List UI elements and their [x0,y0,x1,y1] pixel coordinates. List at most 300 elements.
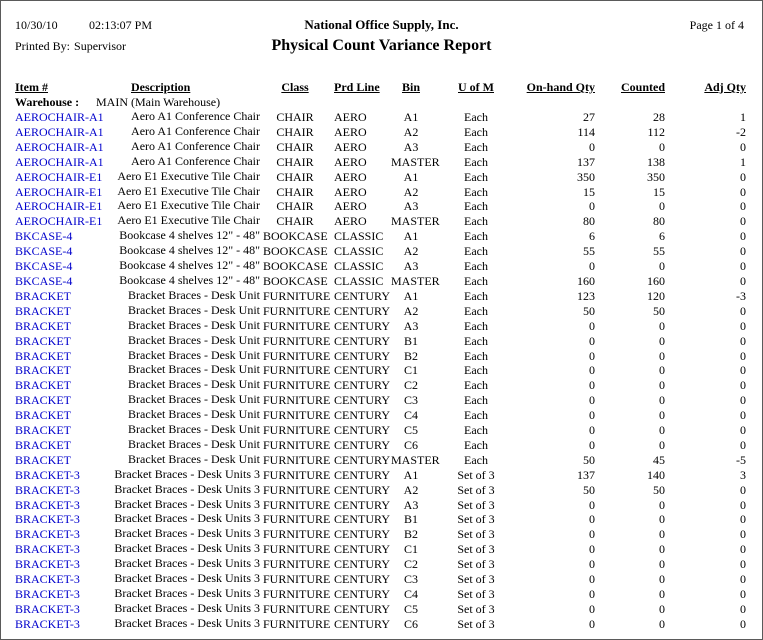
company-name: National Office Supply, Inc. [304,17,459,32]
unit-of-measure-cell: Each [464,214,488,229]
description-cell [114,526,263,542]
counted-qty-cell: 15 [653,184,665,199]
on-hand-qty-cell: 123 [577,288,595,303]
adj-qty-cell: 1 [740,154,746,169]
table-row [11,498,748,513]
description-text: Bookcase 4 shelves 12" - 48" [119,228,260,243]
table-row [11,423,748,438]
table-row [11,393,748,408]
prd-line-cell: CENTURY [334,467,391,482]
item-number-cell[interactable]: BRACKET-3 [15,572,80,587]
item-number-cell[interactable]: BRACKET [15,393,72,408]
adj-qty-cell: 0 [740,333,746,348]
bin-cell: C4 [403,408,418,423]
adj-qty-cell: 0 [740,542,746,557]
description-cell [114,481,263,498]
adj-qty-cell: 0 [740,214,746,229]
bin-cell: C6 [403,616,418,631]
on-hand-qty-cell: 6 [589,229,595,244]
description-text: Bookcase 4 shelves 12" - 48" [119,243,260,258]
prd-line-cell: CENTURY [334,333,391,348]
description-cell [123,289,263,304]
table-row [11,542,748,557]
col-header-adj-qty: Adj Qty [704,80,746,94]
page-number: Page 1 of 4 [689,18,744,32]
description-text: Aero E1 Executive Tile Chair [117,183,260,198]
description-text: Bracket Braces - Desk Units 3 [114,541,260,556]
table-row [11,408,748,423]
table-row [11,244,748,259]
table-row [11,319,748,334]
prd-line-cell: CENTURY [334,542,391,557]
adj-qty-cell: 0 [740,601,746,616]
unit-of-measure-cell: Each [464,333,488,348]
col-header-counted: Counted [620,80,665,94]
adj-qty-cell: 0 [740,616,746,631]
prd-line-cell: CLASSIC [334,259,384,274]
on-hand-qty-cell: 0 [589,557,595,572]
on-hand-qty-cell: 0 [589,616,595,631]
prd-line-cell: CENTURY [334,512,391,527]
counted-qty-cell: 55 [653,244,665,259]
prd-line-cell: CENTURY [334,423,391,438]
on-hand-qty-cell: 80 [583,214,595,229]
variance-table [11,79,748,632]
prd-line-cell: CENTURY [334,378,391,393]
adj-qty-cell: 0 [740,139,746,154]
bin-cell: A1 [403,110,419,124]
printed-by-value: Supervisor [74,39,127,53]
prd-line-cell: CENTURY [334,527,391,542]
description-cell [123,110,263,125]
on-hand-qty-cell: 0 [589,363,595,378]
counted-qty-cell: 0 [659,512,665,527]
item-number-cell[interactable]: BRACKET-3 [15,497,80,512]
unit-of-measure-cell: Set of 3 [457,616,495,631]
adj-qty-cell: 0 [740,497,746,512]
item-number-cell[interactable]: BRACKET-3 [15,482,80,497]
item-number-cell[interactable]: AEROCHAIR-E1 [15,214,103,229]
table-row [11,557,748,572]
table-row [11,289,748,304]
adj-qty-cell: 0 [740,318,746,333]
class-cell: BOOKCASE [263,244,328,259]
on-hand-qty-cell: 0 [589,393,595,408]
counted-qty-cell: 112 [647,124,665,139]
item-number-cell[interactable]: BRACKET [15,423,72,438]
counted-qty-cell: 6 [659,229,665,244]
class-cell: FURNITURE [263,542,331,557]
counted-qty-cell: 0 [659,527,665,542]
bin-cell: A3 [403,259,419,274]
on-hand-qty-cell: 50 [583,452,595,467]
class-cell: FURNITURE [263,527,331,542]
item-number-cell[interactable]: AEROCHAIR-A1 [15,124,104,139]
adj-qty-cell: 0 [740,259,746,274]
table-row [11,378,748,393]
counted-qty-cell: 0 [659,601,665,616]
table-row [11,304,748,319]
item-number-cell[interactable]: BRACKET [15,378,72,393]
bin-cell: A1 [403,288,419,303]
table-row [11,199,748,214]
col-header-prd-line: Prd Line [334,80,380,94]
unit-of-measure-cell: Set of 3 [457,542,495,557]
description-text: Bracket Braces - Desk Units 3 [114,571,260,586]
prd-line-cell: AERO [334,154,367,169]
prd-line-cell: CENTURY [334,318,391,333]
adj-qty-cell: 0 [740,527,746,542]
item-number-cell[interactable]: BKCASE-4 [15,259,73,274]
prd-line-cell: CLASSIC [334,244,384,259]
item-number-cell[interactable]: BRACKET [15,437,72,452]
class-cell: FURNITURE [263,378,331,393]
item-number-cell[interactable]: BRACKET [15,363,72,378]
on-hand-qty-cell: 55 [583,244,595,259]
item-number-cell[interactable]: BKCASE-4 [15,229,73,244]
col-header-description: Description [131,80,191,94]
adj-qty-cell: 0 [740,184,746,199]
unit-of-measure-cell: Each [464,348,488,363]
unit-of-measure-cell: Set of 3 [457,572,495,587]
unit-of-measure-cell: Set of 3 [457,587,495,601]
item-number-cell[interactable]: BRACKET [15,288,72,303]
class-cell: CHAIR [276,154,314,169]
unit-of-measure-cell: Each [464,273,488,288]
adj-qty-cell: 0 [740,393,746,408]
description-text: Aero A1 Conference Chair [131,123,260,138]
counted-qty-cell: 120 [647,288,665,303]
counted-qty-cell: 160 [647,273,665,288]
unit-of-measure-cell: Set of 3 [457,557,495,572]
on-hand-qty-cell: 0 [589,601,595,616]
class-cell: FURNITURE [263,467,331,482]
adj-qty-cell: 0 [740,348,746,363]
class-cell: FURNITURE [263,333,331,348]
prd-line-cell: CENTURY [334,288,391,303]
adj-qty-cell: 0 [740,572,746,587]
bin-cell: MASTER [391,154,440,169]
bin-cell: C1 [403,363,418,378]
col-header-item-number: Item # [15,80,48,94]
unit-of-measure-cell: Each [464,318,488,333]
counted-qty-cell: 140 [647,467,665,482]
description-text: Bracket Braces - Desk Unit [128,317,260,332]
on-hand-qty-cell: 0 [589,333,595,348]
warehouse-row [11,95,748,110]
prd-line-cell: AERO [334,184,367,199]
on-hand-qty-cell: 137 [577,154,595,169]
counted-qty-cell: 138 [647,154,665,169]
unit-of-measure-cell: Each [464,259,488,274]
description-text: Bookcase 4 shelves 12" - 48" [119,272,260,287]
counted-qty-cell: 350 [647,169,665,184]
description-cell [123,453,263,468]
prd-line-cell: CENTURY [334,572,391,587]
class-cell: FURNITURE [263,512,331,527]
adj-qty-cell: 1 [740,110,746,124]
unit-of-measure-cell: Each [464,423,488,438]
counted-qty-cell: 0 [659,199,665,214]
prd-line-cell: CENTURY [334,482,391,497]
item-number-cell[interactable]: BRACKET-3 [15,467,80,482]
bin-cell: C1 [403,542,418,557]
counted-qty-cell: 0 [659,259,665,274]
unit-of-measure-cell: Set of 3 [457,482,495,497]
on-hand-qty-cell: 0 [589,408,595,423]
counted-qty-cell: 0 [659,393,665,408]
item-number-cell[interactable]: BKCASE-4 [15,244,73,259]
description-cell [123,125,263,140]
unit-of-measure-cell: Each [464,288,488,303]
description-text: Aero A1 Conference Chair [131,153,260,168]
table-row [11,214,748,229]
description-cell [123,319,263,334]
item-number-cell[interactable]: BRACKET-3 [15,527,80,542]
class-cell: FURNITURE [263,482,331,497]
item-number-cell[interactable]: BRACKET [15,452,72,467]
description-cell [123,423,263,438]
class-cell: FURNITURE [263,572,331,587]
description-cell [123,140,263,155]
item-number-cell[interactable]: AEROCHAIR-E1 [15,169,103,184]
table-row [11,587,748,602]
counted-qty-cell: 0 [659,437,665,452]
prd-line-cell: CLASSIC [334,229,384,244]
bin-cell: A2 [403,303,419,318]
table-row [11,334,748,349]
table-row [11,468,748,483]
unit-of-measure-cell: Each [464,110,488,124]
bin-cell: A1 [403,467,419,482]
class-cell: FURNITURE [263,393,331,408]
adj-qty-cell: 0 [740,423,746,438]
report-date: 10/30/10 [15,18,58,32]
prd-line-cell: CENTURY [334,303,391,318]
bin-cell: A3 [403,139,419,154]
counted-qty-cell: 0 [659,348,665,363]
unit-of-measure-cell: Each [464,408,488,423]
on-hand-qty-cell: 27 [583,110,595,124]
adj-qty-cell: 0 [740,587,746,601]
class-cell: FURNITURE [263,437,331,452]
bin-cell: C5 [403,423,418,438]
bin-cell: C4 [403,587,418,601]
unit-of-measure-cell: Each [464,378,488,393]
table-row [11,349,748,364]
counted-qty-cell: 80 [653,214,665,229]
class-cell: FURNITURE [263,423,331,438]
unit-of-measure-cell: Each [464,229,488,244]
item-number-cell[interactable]: BRACKET-3 [15,512,80,527]
item-number-cell[interactable]: BRACKET [15,333,72,348]
item-number-cell[interactable]: BRACKET-3 [15,542,80,557]
on-hand-qty-cell: 0 [589,497,595,512]
class-cell: FURNITURE [263,601,331,616]
unit-of-measure-cell: Each [464,199,488,214]
col-header-bin: Bin [401,80,420,94]
prd-line-cell: CENTURY [334,408,391,423]
on-hand-qty-cell: 350 [577,169,595,184]
adj-qty-cell: 0 [740,437,746,452]
item-number-cell[interactable]: AEROCHAIR-A1 [15,110,104,124]
item-number-cell[interactable]: BRACKET [15,303,72,318]
adj-qty-cell: 0 [740,557,746,572]
class-cell: CHAIR [276,139,314,154]
description-text: Bracket Braces - Desk Units 3 [114,586,260,600]
description-cell [114,600,263,617]
unit-of-measure-cell: Set of 3 [457,527,495,542]
description-cell [114,466,263,483]
description-text: Bracket Braces - Desk Units 3 [114,481,260,496]
description-cell [123,378,263,393]
bin-cell: B1 [403,512,418,527]
on-hand-qty-cell: 137 [577,467,595,482]
description-text: Bracket Braces - Desk Unit [128,332,260,347]
item-number-cell[interactable]: BRACKET [15,318,72,333]
bin-cell: A2 [403,124,419,139]
counted-qty-cell: 0 [659,318,665,333]
bin-cell: A3 [403,318,419,333]
adj-qty-cell: 0 [740,199,746,214]
description-text: Bracket Braces - Desk Units 3 [114,600,260,615]
adj-qty-cell: 0 [740,229,746,244]
prd-line-cell: CENTURY [334,601,391,616]
class-cell: CHAIR [276,169,314,184]
adj-qty-cell: -5 [736,452,746,467]
item-number-cell[interactable]: AEROCHAIR-A1 [15,154,104,169]
description-cell [123,334,263,349]
description-text: Bracket Braces - Desk Unit [128,451,260,466]
prd-line-cell: AERO [334,139,367,154]
table-row [11,125,748,140]
class-cell: BOOKCASE [263,273,328,288]
adj-qty-cell: 0 [740,408,746,423]
description-cell [114,571,263,587]
unit-of-measure-cell: Each [464,184,488,199]
report-title: Physical Count Variance Report [271,37,492,54]
on-hand-qty-cell: 160 [577,273,595,288]
bin-cell: A3 [403,199,419,214]
class-cell: FURNITURE [263,408,331,423]
class-cell: FURNITURE [263,303,331,318]
prd-line-cell: CENTURY [334,437,391,452]
description-cell [114,615,263,632]
description-cell [123,408,263,423]
description-cell [117,198,263,214]
item-number-cell[interactable]: BRACKET-3 [15,601,80,616]
counted-qty-cell: 50 [653,303,665,318]
class-cell: FURNITURE [263,318,331,333]
prd-line-cell: CLASSIC [334,273,384,288]
bin-cell: A1 [403,169,419,184]
counted-qty-cell: 28 [653,110,665,124]
description-text: Bracket Braces - Desk Unit [128,362,260,377]
bin-cell: C3 [403,572,418,587]
description-cell [119,228,263,244]
item-number-cell[interactable]: AEROCHAIR-E1 [15,184,103,199]
item-number-cell[interactable]: BRACKET [15,408,72,423]
description-cell [114,511,263,527]
item-number-cell[interactable]: BRACKET [15,348,72,363]
adj-qty-cell: 0 [740,303,746,318]
description-text: Bracket Braces - Desk Units 3 [114,496,260,511]
adj-qty-cell: 0 [740,273,746,288]
table-row [11,110,748,125]
class-cell: FURNITURE [263,452,331,467]
item-number-cell[interactable]: BRACKET-3 [15,557,80,572]
adj-qty-cell: 0 [740,244,746,259]
description-text: Aero E1 Executive Tile Chair [117,198,260,213]
description-cell [123,304,263,319]
on-hand-qty-cell: 0 [589,378,595,393]
bin-cell: MASTER [391,452,440,467]
table-row [11,170,748,185]
description-text: Aero E1 Executive Tile Chair [117,213,260,228]
table-row [11,572,748,587]
table-row [11,483,748,498]
description-text: Bracket Braces - Desk Unit [128,392,260,407]
class-cell: FURNITURE [263,348,331,363]
bin-cell: A2 [403,244,419,259]
prd-line-cell: CENTURY [334,393,391,408]
item-number-cell[interactable]: AEROCHAIR-A1 [15,139,104,154]
table-row [11,259,748,274]
counted-qty-cell: 0 [659,363,665,378]
item-number-cell[interactable]: BKCASE-4 [15,273,73,288]
class-cell: CHAIR [276,199,314,214]
prd-line-cell: CENTURY [334,452,391,467]
class-cell: FURNITURE [263,497,331,512]
class-cell: CHAIR [276,124,314,139]
on-hand-qty-cell: 0 [589,259,595,274]
on-hand-qty-cell: 114 [577,124,595,139]
item-number-cell[interactable]: BRACKET-3 [15,616,80,631]
report-table-body [11,95,748,632]
description-cell [123,363,263,378]
unit-of-measure-cell: Set of 3 [457,467,495,482]
item-number-cell[interactable]: AEROCHAIR-E1 [15,199,103,214]
counted-qty-cell: 0 [659,408,665,423]
bin-cell: B1 [403,333,418,348]
prd-line-cell: AERO [334,214,367,229]
counted-qty-cell: 0 [659,423,665,438]
prd-line-cell: CENTURY [334,616,391,631]
description-cell [123,155,263,170]
description-cell [123,393,263,408]
bin-cell: A1 [403,229,419,244]
item-number-cell[interactable]: BRACKET-3 [15,587,80,601]
warehouse-value: MAIN (Main Warehouse) [96,95,221,109]
description-cell [119,243,263,259]
table-row [11,274,748,289]
on-hand-qty-cell: 15 [583,184,595,199]
counted-qty-cell: 0 [659,378,665,393]
warehouse-cell [11,95,748,110]
description-cell [114,586,263,602]
description-text: Bracket Braces - Desk Units 3 [114,615,260,630]
description-text: Bracket Braces - Desk Unit [128,377,260,392]
description-text: Aero A1 Conference Chair [131,109,260,123]
on-hand-qty-cell: 0 [589,318,595,333]
unit-of-measure-cell: Each [464,363,488,378]
table-row [11,453,748,468]
prd-line-cell: CENTURY [334,363,391,378]
unit-of-measure-cell: Each [464,154,488,169]
unit-of-measure-cell: Each [464,124,488,139]
table-row [11,438,748,453]
description-cell [117,213,263,229]
